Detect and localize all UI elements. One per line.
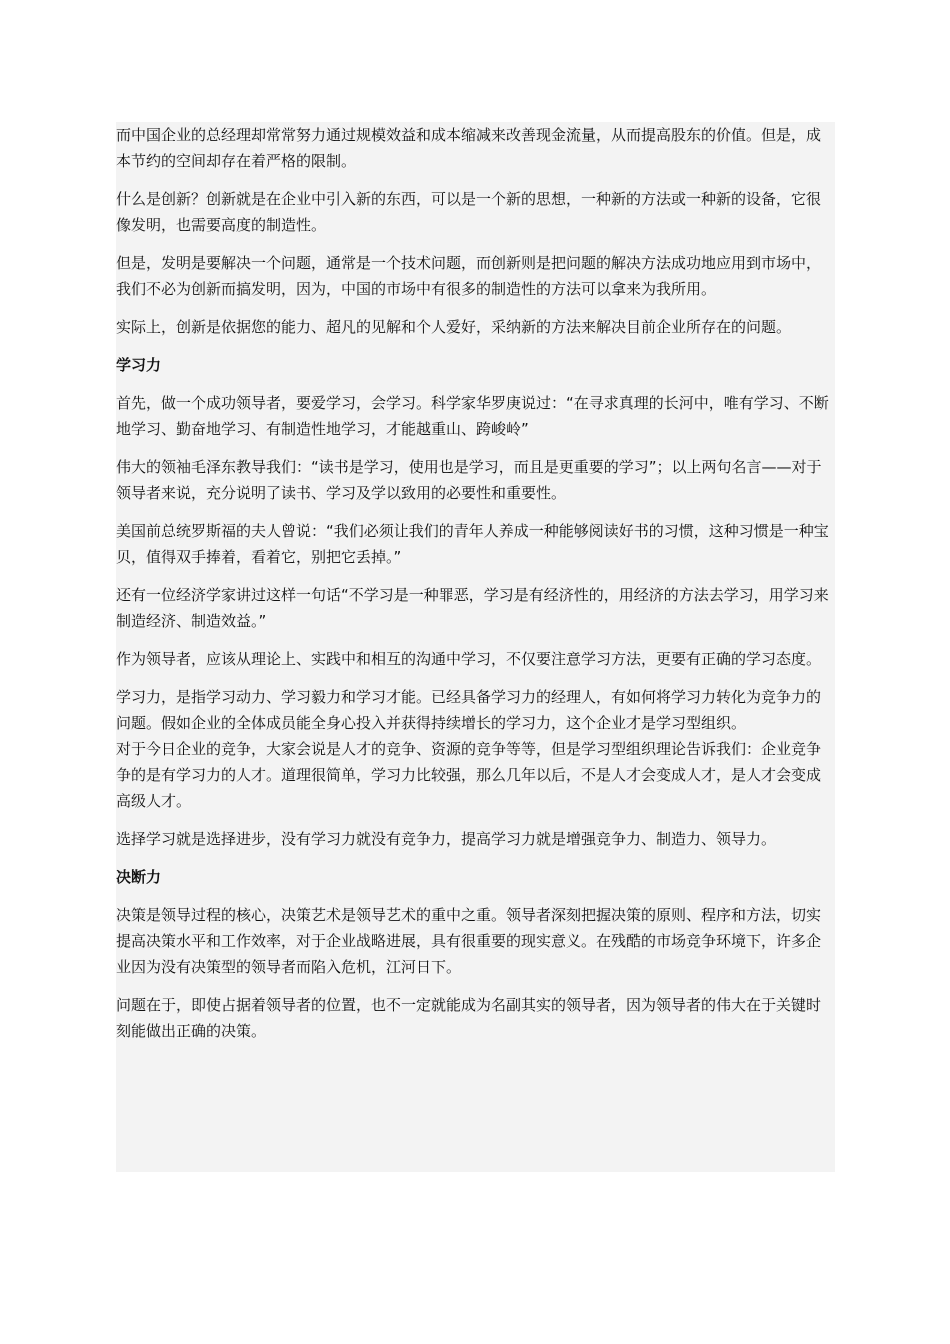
paragraph-invention-vs-innovation: 但是，发明是要解决一个问题，通常是一个技术问题，而创新则是把问题的解决方法成功地应用到市场中，我们不必为创新而搞发明，因为，中国的市场中有很多的制造性的方法可以拿来为我所用。: [116, 254, 822, 298]
paragraph-talent-competition: 对于今日企业的竞争，大家会说是人才的竞争、资源的竞争等等，但是学习型组织理论告诉我们：企业竞争争的是有学习力的人才。道理很简单，学习力比较强，那么几年以后，不是人才会变成人才，是人才会变成高级人才。: [116, 740, 822, 810]
paragraph-cost-reduction: 而中国企业的总经理却常常努力通过规模效益和成本缩减来改善现金流量，从而提高股东的价值。但是，成本节约的空间却存在着严格的限制。: [116, 126, 822, 170]
paragraph-economist-quote: 还有一位经济学家讲过这样一句话“不学习是一种罪恶，学习是有经济性的，用经济的方法去学习，用学习来制造经济、制造效益。”: [116, 586, 829, 630]
paragraph-innovation-basis: 实际上，创新是依据您的能力、超凡的见解和个人爱好，采纳新的方法来解决目前企业所存在的问题。: [116, 318, 792, 336]
paragraph-decision-key-moment: 问题在于，即使占据着领导者的位置，也不一定就能成为名副其实的领导者，因为领导者的伟大在于关键时刻能做出正确的决策。: [116, 996, 822, 1040]
paragraph-love-learning: 首先，做一个成功领导者，要爱学习，会学习。科学家华罗庚说过：“在寻求真理的长河中，唯有学习、不断地学习、勤奋地学习、有制造性地学习，才能越重山、跨峻岭”: [116, 394, 829, 438]
paragraph-learning-definition: 学习力，是指学习动力、学习毅力和学习才能。已经具备学习力的经理人，有如何将学习力转化为竞争力的问题。假如企业的全体成员能全身心投入并获得持续增长的学习力，这个企业才是学习型组织。: [116, 688, 822, 732]
heading-learning-ability: 学习力: [116, 356, 162, 374]
paragraph-decision-core: 决策是领导过程的核心，决策艺术是领导艺术的重中之重。领导者深刻把握决策的原则、程序和方法，切实提高决策水平和工作效率，对于企业战略进展，具有很重要的现实意义。在残酷的市场竞争环境下，许多企业因为没有决策型的领导者而陷入危机，江河日下。: [116, 906, 822, 976]
paragraph-leader-learning: 作为领导者，应该从理论上、实践中和相互的沟通中学习，不仅要注意学习方法，更要有正确的学习态度。: [116, 650, 822, 668]
paragraph-roosevelt-quote: 美国前总统罗斯福的夫人曾说：“我们必须让我们的青年人养成一种能够阅读好书的习惯，这种习惯是一种宝贝，值得双手捧着，看着它，别把它丢掉。”: [116, 522, 829, 566]
heading-decision-ability: 决断力: [116, 868, 162, 886]
article-body: [116, 122, 835, 1172]
paragraph-what-is-innovation: 什么是创新？创新就是在企业中引入新的东西，可以是一个新的思想，一种新的方法或一种新的设备，它很像发明，也需要高度的制造性。: [116, 190, 822, 234]
paragraph-mao-quote: 伟大的领袖毛泽东教导我们：“读书是学习，使用也是学习，而且是更重要的学习”；以上两句名言——对于领导者来说，充分说明了读书、学习及学以致用的必要性和重要性。: [116, 458, 822, 502]
paragraph-choose-learning: 选择学习就是选择进步，没有学习力就没有竞争力，提高学习力就是增强竞争力、制造力、领导力。: [116, 830, 777, 848]
